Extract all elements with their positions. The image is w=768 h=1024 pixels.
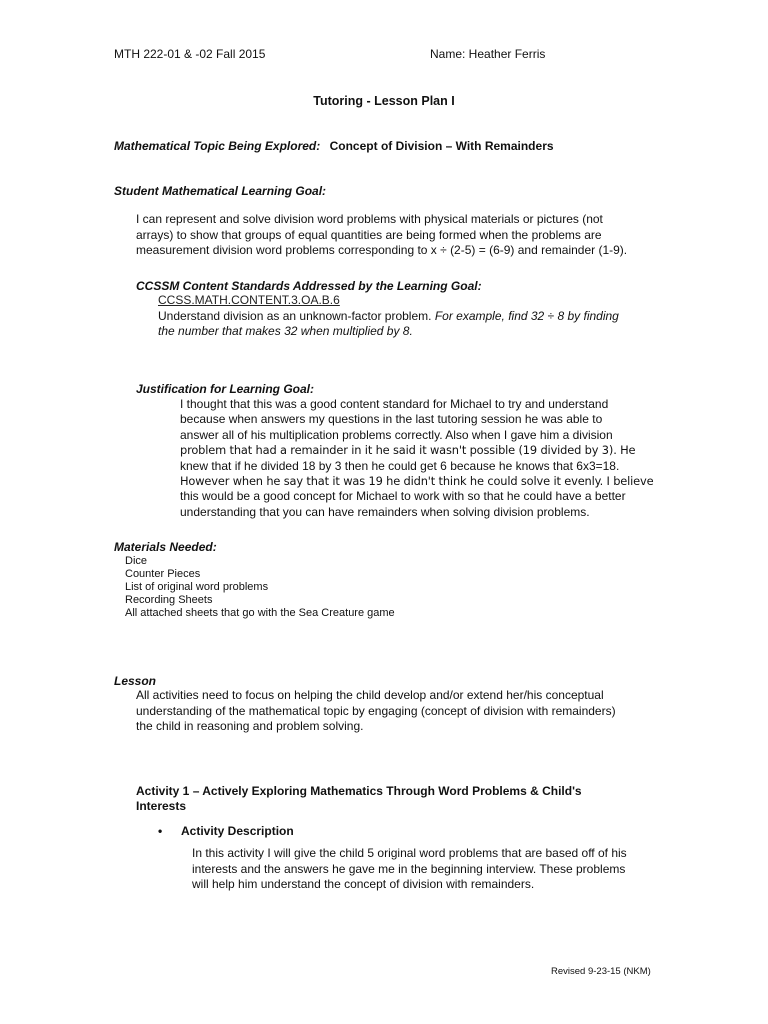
justification-line: understanding that you can have remainders when solving division problems.	[180, 504, 590, 519]
materials-heading: Materials Needed:	[114, 540, 217, 554]
activity-line: interests and the answers he gave me in the beginning interview. These problems	[192, 861, 626, 876]
ccssm-example-cont: the number that makes 32 when multiplied by 8.	[158, 324, 413, 338]
activity-line: will help him understand the concept of division with remainders.	[192, 877, 535, 891]
activity-subheading: Activity Description	[181, 824, 294, 838]
ccssm-description	[158, 309, 619, 324]
lesson-line: All activities need to focus on helping the child develop and/or extend her/his conceptual	[136, 688, 604, 702]
page-title: Tutoring - Lesson Plan I	[313, 94, 455, 108]
goal-heading: Student Mathematical Learning Goal:	[114, 184, 327, 198]
justification-line: knew that if he divided 18 by 3 then he could get 6 because he knows that 6x3=18.	[180, 458, 620, 473]
goal-text	[136, 212, 627, 259]
topic-value: Concept of Division – With Remainders	[329, 139, 554, 153]
activity-title-cont: Interests	[136, 799, 187, 813]
lesson-line: the child in reasoning and problem solving.	[136, 719, 364, 733]
ccssm-code-link[interactable]: CCSS.MATH.CONTENT.3.OA.B.6	[158, 293, 340, 307]
goal-line: arrays) to show that groups of equal quantities are being formed when the problems are	[136, 227, 602, 242]
justification-line: problem that had a remainder in it he said it wasn't possible (19 divided by 3). He	[180, 443, 636, 458]
justification-line: this would be a good concept for Michael to work with so that he could have a better	[180, 489, 626, 504]
material-item: Recording Sheets	[125, 594, 213, 606]
lesson-text	[136, 688, 616, 735]
ccssm-example: For example, find 32 ÷ 8 by finding	[434, 309, 619, 323]
material-item: List of original word problems	[125, 581, 269, 593]
student-name: Name: Heather Ferris	[430, 47, 546, 61]
justification-text	[180, 397, 654, 520]
material-item: Counter Pieces	[125, 568, 201, 580]
activity-description	[192, 846, 627, 893]
activity-line: In this activity I will give the child 5 original word problems that are based off of his	[192, 846, 627, 860]
material-item: All attached sheets that go with the Sea Creature game	[125, 607, 395, 619]
justification-heading: Justification for Learning Goal:	[136, 382, 315, 396]
justification-line: I thought that this was a good content standard for Michael to try and understand	[180, 397, 609, 411]
topic-line	[114, 139, 554, 154]
topic-label: Mathematical Topic Being Explored:	[114, 139, 321, 153]
revision-footer: Revised 9-23-15 (NKM)	[551, 966, 651, 977]
goal-line: measurement division word problems corresponding to x ÷ (2-5) = (6-9) and remainder (1-9).	[136, 243, 628, 257]
lesson-heading: Lesson	[114, 674, 157, 688]
materials-list	[125, 555, 395, 620]
justification-line: answer all of his multiplication problems correctly. Also when I gave him a division	[180, 427, 613, 442]
goal-line: I can represent and solve division word problems with physical materials or pictures (not	[136, 212, 603, 226]
course-header: MTH 222-01 & -02 Fall 2015	[114, 47, 266, 61]
material-item: Dice	[125, 555, 148, 567]
lesson-line: understanding of the mathematical topic by engaging (concept of division with remainders)	[136, 703, 616, 718]
ccssm-text: Understand division as an unknown-factor problem.	[158, 309, 432, 323]
ccssm-heading: CCSSM Content Standards Addressed by the Learning Goal:	[136, 279, 482, 293]
justification-line: because when answers my questions in the last tutoring session he was able to	[180, 412, 603, 427]
justification-line: However when he say that it was 19 he didn't think he could solve it evenly. I believe	[180, 474, 654, 489]
bullet-icon: •	[158, 824, 163, 838]
activity-title: Activity 1 – Actively Exploring Mathematics Through Word Problems & Child's	[136, 784, 582, 798]
